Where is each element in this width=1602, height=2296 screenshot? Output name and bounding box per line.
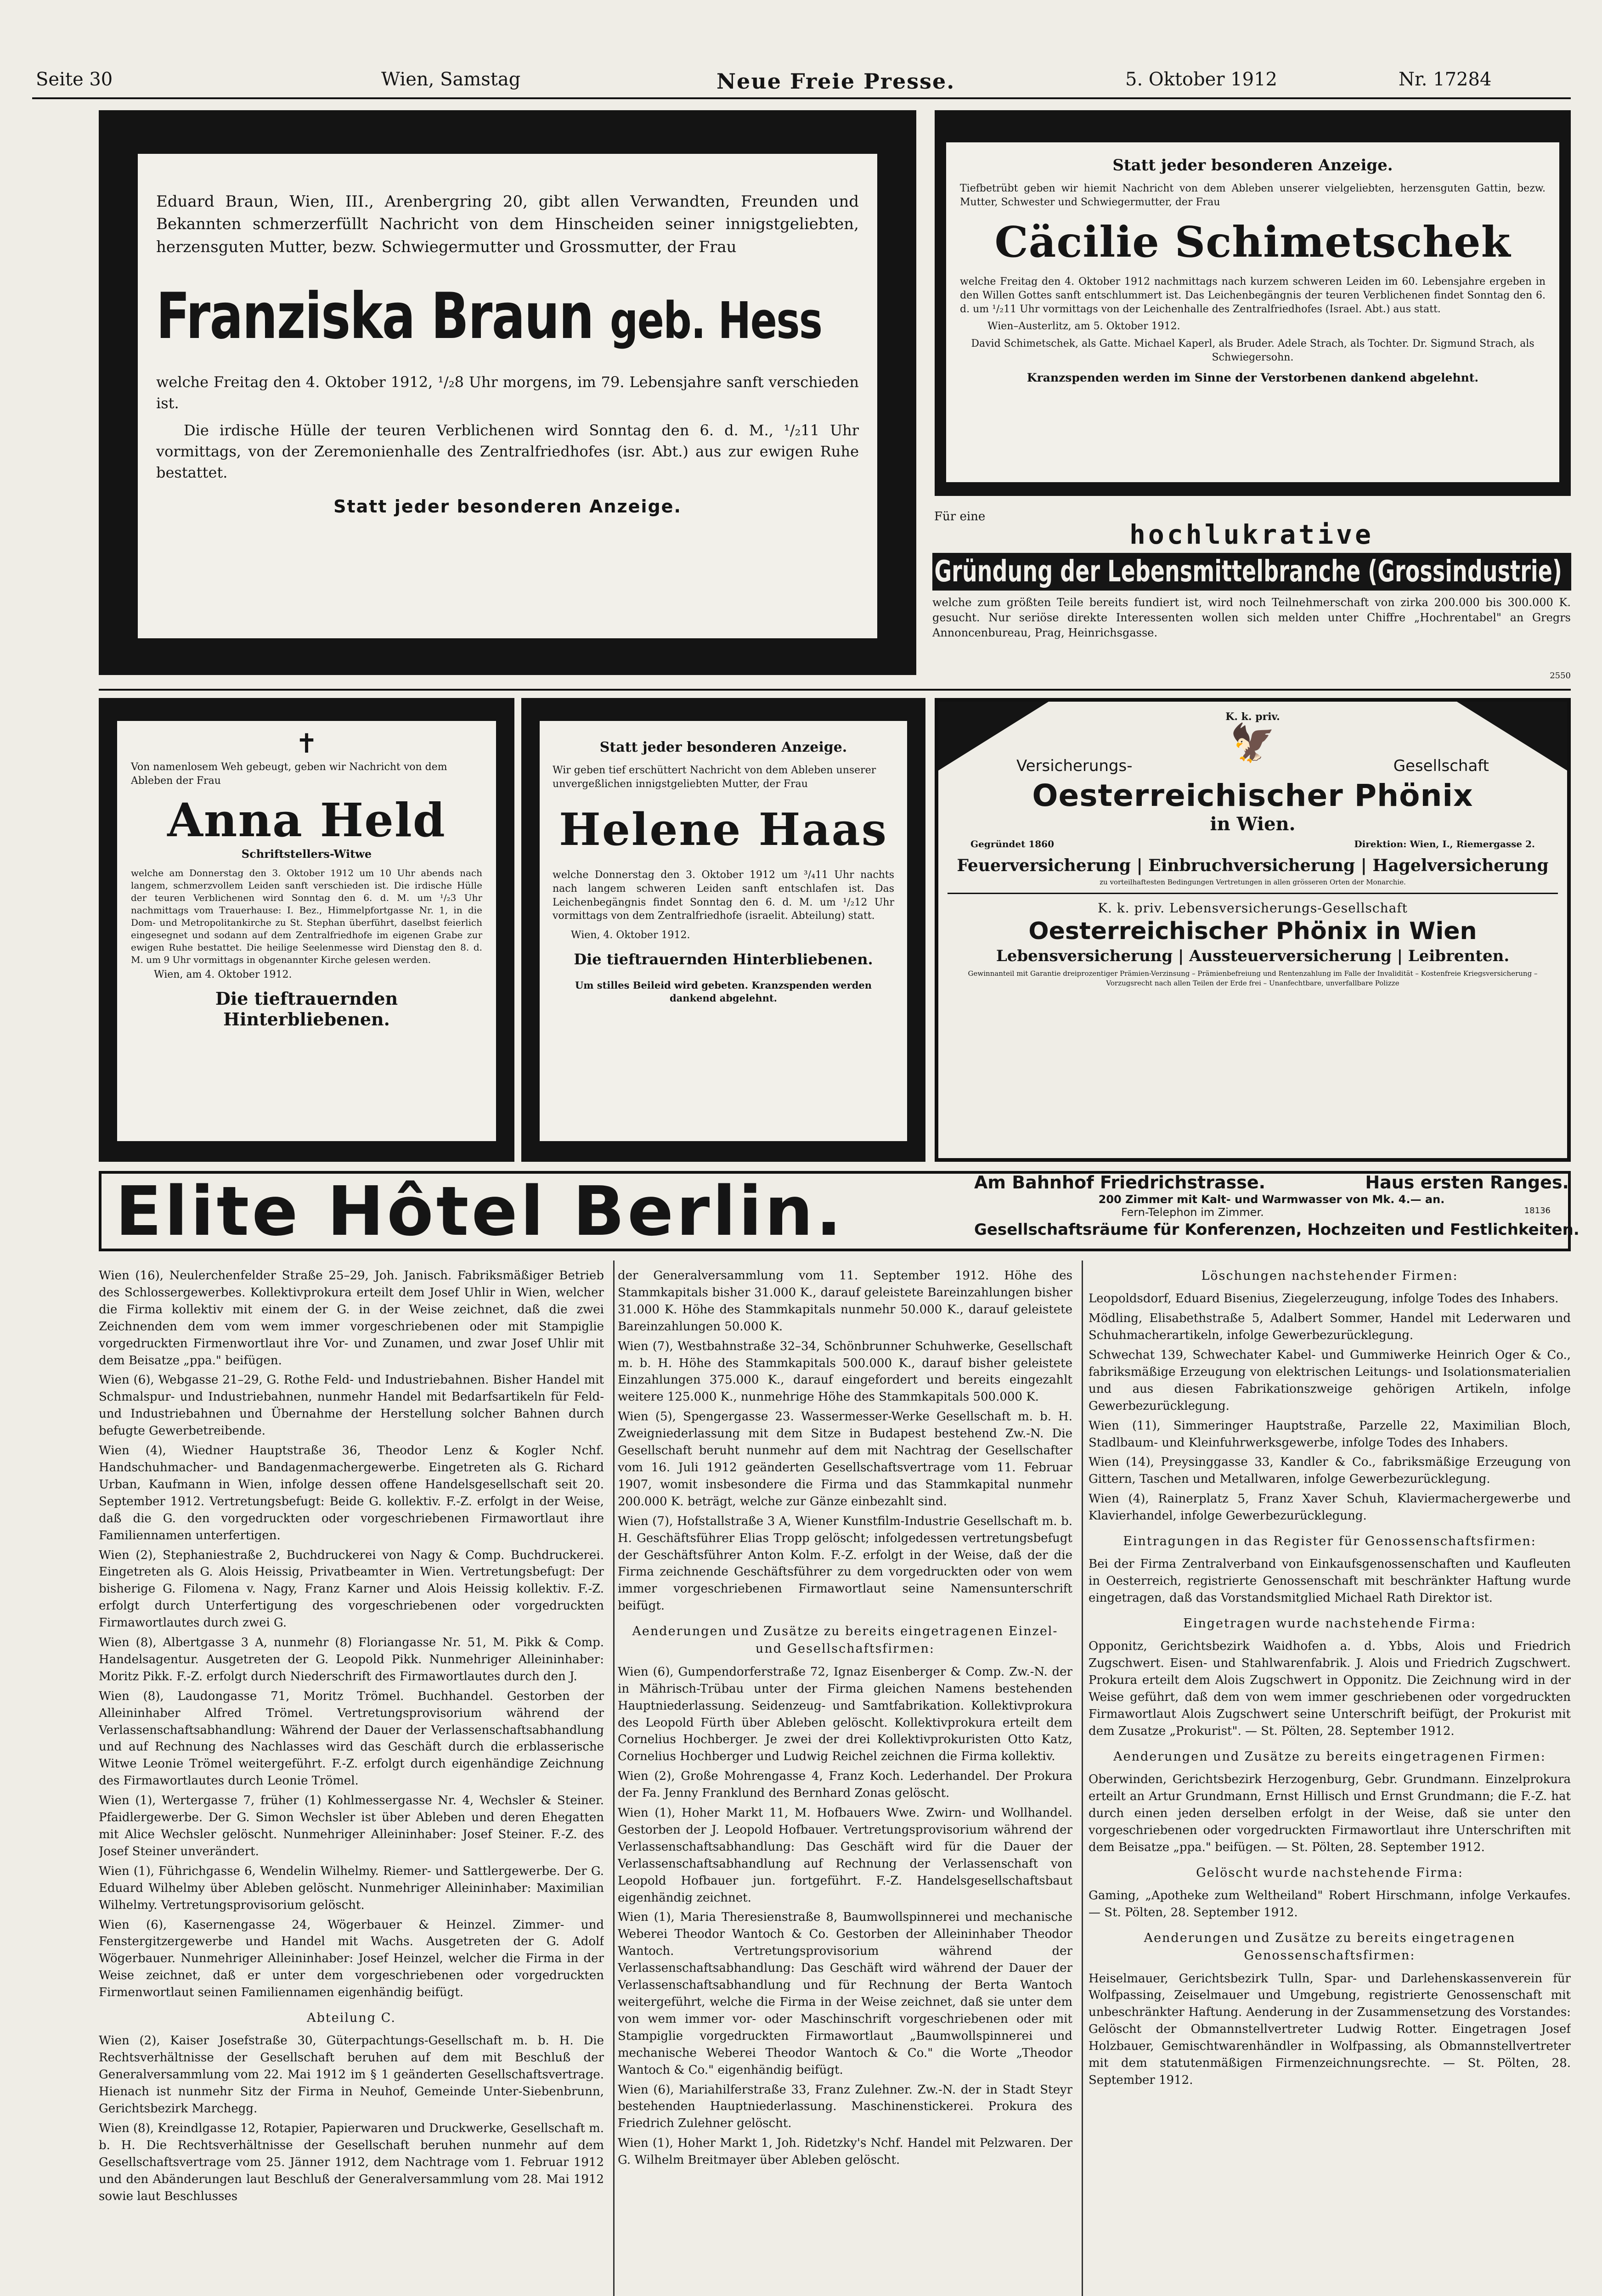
section-heading: Eingetragen wurde nachstehende Firma: [1183, 1616, 1476, 1631]
obituary-held [99, 698, 514, 1162]
section-heading: Abteilung C. [307, 2011, 396, 2026]
register-entry: Wien (1), Wertergasse 7, früher (1) Kohlmessergasse Nr. 4, Wechsler & Steiner. Pfaidlergewerbe. Der G. Simon Wechsler ist über Ableben und deren Ehegatten mit Alice Wechsler gelöscht. Nunmehriger Alleininhaber: Josef Steiner. F.-Z. des Josef Steiner unverändert. [99, 1794, 604, 1858]
register-entry: Schwechat 139, Schwechater Kabel- und Gummiwerke Heinrich Oger & Co., fabriksmäßige Erzeugung von elektrischen Leitungs- und Isolationsmaterialien und aus diesen Fabrikationszweige gehörigen Artikeln, infolge Gewerbezurücklegung. [1089, 1348, 1571, 1413]
phoenix-cond: zu vorteilhaftesten Bedingungen Vertretungen in allen grösseren Orten der Monarchie. [1100, 878, 1406, 886]
register-entry: Wien (4), Rainerplatz 5, Franz Xaver Schuh, Klaviermachergewerbe und Klavierhandel, infolge Gewerbezurücklegung. [1089, 1492, 1571, 1523]
ad-gruendung [932, 510, 1571, 684]
phoenix-kk2: K. k. priv. Lebensversicherungs-Gesellschaft [1098, 900, 1408, 916]
register-entry: der Generalversammlung vom 11. September 1912. Höhe des Stammkapitals bisher 31.000 K., darauf geleistete Bareinzahlungen bisher 31.000 K. Höhe des Stammkapitals nunmehr 50.000 K., darauf geleistete Bareinzahlungen 50.000 K. [618, 1269, 1072, 1334]
braun-name-suffix: geb. Hess [609, 291, 822, 350]
braun-text1: welche Freitag den 4. Oktober 1912, ¹/₂8 Uhr morgens, im 79. Lebensjahre sanft verschieden ist. [156, 373, 859, 412]
corner-ornament [938, 702, 1049, 771]
braun-intro: Eduard Braun, Wien, III., Arenbergring 20, gibt allen Verwandten, Freunden und Bekannten schmerzerfüllt Nachricht von dem Hinscheiden seiner innigstgeliebten, herzensguten Mutter, bezw. Schwiegermutter und Grossmutter, der Frau [156, 192, 859, 256]
section-heading: Eintragungen in das Register für Genossenschaftsfirmen: [1123, 1534, 1536, 1549]
register-column-2 [618, 1267, 1072, 2296]
register-entry: Wien (8), Laudongasse 71, Moritz Trömel. Buchhandel. Gestorben der Alleininhaber Alfred Trömel. Vertretungsprovisorium während der Verlassenschaftsabhandlung: Während der Dauer der Verlassenschaftsabhandlung und auf Rechnung des Nachlasses wird das Geschäft durch die erblasserische Witwe Leonie Trömel weitergeführt. F.-Z. erfolgt durch eigenhändige Zeichnung des Firmawortlautes durch Leonie Trömel. [99, 1689, 604, 1788]
register-entry: Wien (2), Stephaniestraße 2, Buchdruckerei von Nagy & Comp. Buchdruckerei. Eingetreten als G. Alois Heissig, Privatbeamter in Wien. Vertretungsbefugt: Der bisherige G. Filomena v. Nagy, Franz Karner und Alois Heissig kollektiv. F.-Z. erfolgt durch Unterfertigung des vorgeschriebenen oder vorgedruckten Firmawortlautes durch zwei G. [99, 1548, 604, 1630]
header-rule [32, 97, 1571, 99]
braun-footer: Statt jeder besonderen Anzeige. [333, 496, 682, 517]
register-entry: Wien (6), Kasernengasse 24, Wögerbauer & Heinzel. Zimmer- und Fenstergitzergewerbe und Handel mit Wachs. Ausgetreten der G. Adolf Wögerbauer. Nunmehriger Alleininhaber: Josef Heinzel, welcher die Firma in der Weise zeichnet, daß er unter dem vorgeschriebenen oder vorgedruckten Firmenwortlaut seinen Familiennamen eigenhändig beifügt. [99, 1918, 604, 2000]
schimetschek-place: Wien–Austerlitz, am 5. Oktober 1912. [987, 321, 1180, 332]
phoenix-divider [948, 893, 1558, 894]
ad-gruendung-title: hochlukrative [1129, 519, 1374, 550]
elite-line3: Fern-Telephon im Zimmer. [1121, 1205, 1264, 1219]
page-number: Seite 30 [36, 69, 113, 90]
phoenix-name: Oesterreichischer Phönix [1032, 778, 1473, 813]
phoenix-direction: Direktion: Wien, I., Riemergasse 2. [1354, 838, 1535, 850]
held-subtitle: Schriftstellers-Witwe [241, 847, 372, 861]
phoenix-branches2: Lebensversicherung | Aussteuerversicherung | Leibrenten. [996, 947, 1510, 965]
ad-gruendung-text: welche zum größten Teile bereits fundiert ist, wird noch Teilnehmerschaft von zirka 200.000 bis 300.000 K. gesucht. Nur seriöse direkte Interessenten wollen sich melden unter Chiffre „Hochrentabel" an Gregrs Annoncenbureau, Prag, Heinrichsgasse. [932, 596, 1571, 640]
register-entry: Gaming, „Apotheke zum Weltheiland" Robert Hirschmann, infolge Verkaufes. — St. Pölten, 28. September 1912. [1089, 1889, 1571, 1920]
register-column-3 [1089, 1267, 1571, 2296]
register-column-1 [99, 1267, 604, 2296]
eagle-icon: 🦅 [1230, 721, 1276, 764]
phoenix-founded: Gegründet 1860 [970, 838, 1054, 850]
phoenix-line1b: Gesellschaft [1393, 757, 1489, 775]
schimetschek-text: welche Freitag den 4. Oktober 1912 nachmittags nach kurzem schweren Leiden im 60. Lebensjahre ergeben in den Willen Gottes sanft entschlummert ist. Das Leichenbegängnis der teuren Verblichenen findet Sonntag den 6. d. um ¹/₂11 Uhr vormittags von der Leichenhalle des Zentralfriedhofes (Israel. Abt.) aus statt. [960, 276, 1546, 315]
register-entry: Bei der Firma Zentralverband von Einkaufsgenossenschaften und Kaufleuten in Oesterreich, registrierte Genossenschaft mit beschränkter Haftung wurde eingetragen, daß das Vorstandsmitglied Michael Rath Direktor ist. [1089, 1557, 1571, 1605]
register-entry: Wien (7), Hofstallstraße 3 A, Wiener Kunstfilm-Industrie Gesellschaft m. b. H. Geschäftsführer Elias Tropp gelöscht; infolgedessen vertretungsbefugt der Geschäftsführer Anton Kolm. F.-Z. erfolgt in der Weise, daß der die Firma zeichnende Geschäftsführer zu dem vorgedruckten oder von wem immer vorgeschriebenen Firmawortlaut seine Namensunterschrift beifügt. [618, 1514, 1072, 1613]
section-heading: Aenderungen und Zusätze zu bereits eingetragenen Einzel- und Gesellschaftsfirmen: [632, 1624, 1058, 1656]
obituary-haas [521, 698, 925, 1162]
elite-name: Elite Hôtel Berlin. [115, 1172, 845, 1251]
held-text: welche am Donnerstag den 3. Oktober 1912 um 10 Uhr abends nach langem, schmerzvollem Leiden sanft verschieden ist. Die irdische Hülle der teuren Verblichenen wird Sonntag den 6. d. M. um ¹/₂3 Uhr nachmittags vom Trauerhause: I. Bez., Himmelpfortgasse Nr. 1, in die Dom- und Metropolitankirche zu St. Stephan überführt, daselbst feierlich eingesegnet und sodann auf dem Zentralfriedhofe im eigenen Grabe zur ewigen Ruhe bestattet. Die heilige Seelenmesse wird Dienstag den 8. d. M. um 9 Uhr vormittags in obgenannter Kirche gelesen werden. [131, 867, 482, 966]
register-entry: Wien (5), Spengergasse 23. Wassermesser-Werke Gesellschaft m. b. H. Zweigniederlassung mit dem Sitze in Budapest bestehend Zw.-N. Die Gesellschaft beruht nunmehr auf dem mit Nachtrag der Gesellschafter vom 16. Juli 1912 geänderten Gesellschaftsvertrage vom 11. Februar 1907, womit insbesondere die Firma und das Stammkapital nunmehr 200.000 K. beträgt, welche zur Gänze einbezahlt sind. [618, 1410, 1072, 1508]
corner-ornament [1457, 702, 1567, 771]
register-entry: Wien (11), Simmeringer Hauptstraße, Parzelle 22, Maximilian Bloch, Stadlbaum- und Kleinfuhrwerksgewerbe, infolge Todes des Inhabers. [1089, 1418, 1571, 1450]
register-entry: Wien (1), Hoher Markt 1, Joh. Ridetzky's Nchf. Handel mit Pelzwaren. Der G. Wilhelm Breitmayer über Ableben gelöscht. [618, 2136, 1072, 2167]
section-heading: Aenderungen und Zusätze zu bereits eingetragenen Firmen: [1113, 1749, 1546, 1764]
haas-text: welche Donnerstag den 3. Oktober 1912 um ³/₄11 Uhr nachts nach langem schweren Leiden sanft entschlafen ist. Das Leichenbegängnis findet Sonntag den 6. d. M. um ¹/₂12 Uhr vormittags von dem Zentralfriedhofe (israelit. Abteilung) statt. [553, 869, 894, 922]
register-entry: Wien (1), Führichgasse 6, Wendelin Wilhelmy. Riemer- und Sattlergewerbe. Der G. Eduard Wilhelmy über Ableben gelöscht. Nunmehriger Alleininhaber: Maximilian Wilhelmy. Vertretungsprovisorium gelöscht. [99, 1864, 604, 1912]
column-separator [613, 1261, 615, 2296]
ad-gruendung-big: Gründung der Lebensmittelbranche (Grossindustrie) [932, 553, 1571, 591]
phoenix-kk: K. k. priv. [1225, 711, 1280, 723]
obituary-braun [99, 110, 916, 675]
phoenix-small: Gewinnanteil mit Garantie dreiprozentiger Prämien-Verzinsung – Prämienbefreiung und Rentenzahlung im Falle der Invalidität – Kostenfreie Kriegsversicherung – Vorzugsrecht nach allen Teilen der Erde frei – Unanfechtbare, unverfallbare Polizze [968, 969, 1538, 987]
register-entry: Wien (7), Westbahnstraße 32–34, Schönbrunner Schuhwerke, Gesellschaft m. b. H. Höhe des Stammkapitals 500.000 K., darauf bisher geleistete Einzahlungen 375.000 K., darauf eingefordert und bereits eingezahlt weitere 125.000 K., nunmehrige Höhe des Stammkapitals 500.000 K. [618, 1339, 1072, 1404]
schimetschek-name: Cäcilie Schimetschek [994, 217, 1511, 267]
phoenix-city: in Wien. [1210, 813, 1296, 835]
braun-name: Franziska Braun [156, 279, 593, 353]
braun-text2: Die irdische Hülle der teuren Verblichenen wird Sonntag den 6. d. M., ¹/₂11 Uhr vormittags, von der Zeremonienhalle des Zentralfriedhofes (isr. Abt.) aus zur ewigen Ruhe bestattet. [156, 421, 859, 482]
register-entry: Wien (1), Maria Theresienstraße 8, Baumwollspinnerei und mechanische Weberei Theodor Wantoch & Co. Gestorben der Alleininhaber Theodor Wantoch. Vertretungsprovisorium während der Verlassenschaftsabhandlung: Das Geschäft wird während der Dauer der Verlassenschaftsabhandlung und für Rechnung der Berta Wantoch weitergeführt, welche die Firma in der Weise zeichnet, daß sie unter dem von wem immer vor- oder Maschinschrift vorgeschriebenen oder mit Stampiglie vorgedruckten Firmawortlaut „Baumwollspinnerei und mechanische Weberei Theodor Wantoch & Co." die Worte „Theodor Wantoch & Co." eigenhändig beifügt. [618, 1910, 1072, 2077]
held-place: Wien, am 4. Oktober 1912. [154, 969, 292, 981]
register-entry: Wien (16), Neulerchenfelder Straße 25–29, Joh. Janisch. Fabriksmäßiger Betrieb des Schlossergewerbes. Kollektivprokura erteilt dem Josef Uhlir in Wien, welcher die Firma kollektiv mit einem der G. in der Weise zeichnet, daß die zwei Zeichnenden dem vom wem immer vorgeschriebenen oder mit Stampiglie vorgedruckten Firmenwortlaut ihre Vor- und Zunamen, und zwar Josef Uhlir mit dem Beisatze „ppa." beifügen. [99, 1269, 604, 1367]
haas-name: Helene Haas [559, 804, 888, 856]
section-rule [99, 689, 1571, 691]
newspaper-title: Neue Freie Presse. [716, 69, 955, 94]
register-entry: Mödling, Elisabethstraße 5, Adalbert Sommer, Handel mit Lederwaren und Schuhmacherartikeln, infolge Gewerbezurücklegung. [1089, 1311, 1571, 1343]
place-date: Wien, Samstag [381, 69, 521, 90]
register-entry: Wien (8), Kreindlgasse 12, Rotapier, Papierwaren und Druckwerke, Gesellschaft m. b. H. Die Rechtsverhältnisse der Gesellschaft beruhen nunmehr auf dem Gesellschaftsvertrage vom 25. Jänner 1912, dem Nachtrage vom 1. Februar 1912 und den Abänderungen laut Beschluß der Generalversammlung vom 28. Mai 1912 sowie laut Beschlusses [99, 2121, 604, 2203]
register-entry: Wien (6), Gumpendorferstraße 72, Ignaz Eisenberger & Comp. Zw.-N. der in Mährisch-Trübau unter der Firma gleichen Namens bestehenden Hauptniederlassung. Seidenzeug- und Samtfabrikation. Kollektivprokura des Leopold Fürth über Ableben gelöscht. Kollektivprokura erteilt dem Cornelius Hochberger. Je zwei der drei Kollektivprokuristen Otto Katz, Cornelius Hochberger und Ludwig Reichel zeichnen die Firma kollektiv. [618, 1665, 1072, 1764]
elite-line1a: Am Bahnhof Friedrichstrasse. [974, 1172, 1266, 1193]
held-footer: Die tieftrauernden Hinterbliebenen. [215, 988, 398, 1030]
register-entry: Wien (14), Preysinggasse 33, Kandler & Co., fabriksmäßige Erzeugung von Gittern, Taschen und Metallwaren, infolge Gewerbezurücklegung. [1089, 1455, 1571, 1486]
register-entry: Wien (2), Große Mohrengasse 4, Franz Koch. Lederhandel. Der Prokura der Fa. Jenny Franklund des Bernhard Zonas gelöscht. [618, 1769, 1072, 1801]
ad-elite-hotel [99, 1171, 1579, 1251]
haas-footer: Die tieftrauernden Hinterbliebenen. [574, 950, 873, 968]
phoenix-branches: Feuerversicherung | Einbruchversicherung | Hagelversicherung [957, 856, 1549, 875]
register-entry: Wien (6), Webgasse 21–29, G. Rothe Feld- und Industriebahnen. Bisher Handel mit Schmalspur- und Industriebahnen, nunmehr Handel mit Bedarfsartikeln für Feld- und Industriebahnen und Übernahme der Herstellung solcher Bahnen durch befugte Gewerbetreibende. [99, 1373, 604, 1438]
section-heading: Aenderungen und Zusätze zu bereits eingetragenen Genossenschaftsfirmen: [1144, 1930, 1516, 1963]
haas-note: Um stilles Beileid wird gebeten. Kranzspenden werden dankend abgelehnt. [575, 979, 872, 1004]
register-entry: Heiselmauer, Gerichtsbezirk Tulln, Spar- und Darlehenskassenverein für Wolfpassing, Zeiselmauer und Umgebung, registrierte Genossenschaft mit unbeschränkter Haftung. Aenderung in der Zusammensetzung des Vorstandes: Gelöscht der Obmannstellvertreter Ludwig Rotter. Eingetragen Josef Holzbauer, Gemischtwarenhändler in Wolfpassing, als Obmannstellvertreter mit dem statutenmäßigen Firmenzeichnungsrechte. — St. Pölten, 28. September 1912. [1089, 1971, 1571, 2088]
held-intro: Von namenlosem Weh gebeugt, geben wir Nachricht von dem Ableben der Frau [131, 761, 447, 787]
ad-gruendung-pre: Für eine [934, 510, 986, 523]
elite-line2: 200 Zimmer mit Kalt- und Warmwasser von Mk. 4.— an. [1098, 1193, 1445, 1206]
phoenix-name2: Oesterreichischer Phönix in Wien [1028, 917, 1477, 945]
register-entry: Wien (6), Mariahilferstraße 33, Franz Zulehner. Zw.-N. der in Stadt Steyr bestehenden Hauptniederlassung. Maschinenstickerei. Prokura des Friedrich Zulehner gelöscht. [618, 2082, 1072, 2131]
register-entry: Wien (2), Kaiser Josefstraße 30, Güterpachtungs-Gesellschaft m. b. H. Die Rechtsverhältnisse der Gesellschaft beruhen auf dem mit Beschluß der Generalversammlung vom 22. Mai 1912 im § 1 geänderten Gesellschaftsvertrage. Hienach ist nunmehr Sitz der Firma in Neuhof, Gemeinde Unter-Siebenbrunn, Gerichtsbezirk Marchegg. [99, 2034, 604, 2116]
elite-code: 18136 [1524, 1205, 1551, 1216]
issue-date: 5. Oktober 1912 [1125, 69, 1277, 90]
held-cross: ✝ [295, 728, 318, 759]
elite-line1b: Haus ersten Ranges. [1365, 1172, 1569, 1193]
register-entry: Oberwinden, Gerichtsbezirk Herzogenburg, Gebr. Grundmann. Einzelprokura erteilt an Artur Grundmann, Ernst Hillisch und Ernst Grundmann; die F.-Z. hat durch einen jeden derselben erfolgt in der Weise, daß sie unter den vorgeschriebenen oder vorgedruckten Firmawortlaut ihre Unterschriften mit dem Beisatze „ppa." beifügen. — St. Pölten, 28. September 1912. [1089, 1773, 1571, 1854]
haas-heading: Statt jeder besonderen Anzeige. [599, 739, 847, 755]
schimetschek-heading: Statt jeder besonderen Anzeige. [1112, 156, 1393, 174]
schimetschek-footer: Kranzspenden werden im Sinne der Verstorbenen dankend abgelehnt. [1027, 371, 1479, 384]
phoenix-line1a: Versicherungs- [1016, 757, 1133, 775]
obituary-schimetschek [935, 110, 1571, 496]
section-heading: Gelöscht wurde nachstehende Firma: [1196, 1865, 1463, 1880]
held-name: Anna Held [167, 793, 446, 848]
haas-intro: Wir geben tief erschüttert Nachricht von dem Ableben unserer unvergeßlichen innigstgeliebten Mutter, der Frau [553, 765, 876, 790]
register-entry: Opponitz, Gerichtsbezirk Waidhofen a. d. Ybbs, Alois und Friedrich Zugschwert. Eisen- und Stahlwarenfabrik. J. Alois und Friedrich Zugschwert. Prokura erteilt dem Alois Zugschwert in Opponitz. Die Zeichnung wird in der Weise geführt, daß dem von wem immer geschriebenen oder vorgedruckten Firmawortlaut Alois Zugschwert seine Unterschrift beifügt, der Prokurist mit dem Zusatze „Prokurist". — St. Pölten, 28. September 1912. [1089, 1639, 1571, 1739]
elite-line4: Gesellschaftsräume für Konferenzen, Hochzeiten und Festlichkeiten. [974, 1220, 1579, 1239]
issue-number: Nr. 17284 [1399, 69, 1492, 90]
register-entry: Leopoldsdorf, Eduard Bisenius, Ziegelerzeugung, infolge Todes des Inhabers. [1089, 1292, 1559, 1306]
schimetschek-intro: Tiefbetrübt geben wir hiemit Nachricht von dem Ableben unserer vielgeliebten, herzensguten Gattin, bezw. Mutter, Schwester und Schwiegermutter, der Frau [960, 183, 1546, 208]
column-separator [1082, 1261, 1083, 2296]
register-entry: Wien (1), Hoher Markt 11, M. Hofbauers Wwe. Zwirn- und Wollhandel. Gestorben der J. Leopold Hofbauer. Vertretungsprovisorium während der Verlassenschaftsabhandlung: Das Geschäft wird für die Dauer der Verlassenschaftsabhandlung auf Rechnung der Verlassenschaft von Leopold Hofbauer jun. fortgeführt. F.-Z. Handelsgesellschaftsbaut eigenhändig zeichnet. [618, 1806, 1072, 1905]
haas-place: Wien, 4. Oktober 1912. [571, 929, 690, 941]
schimetschek-signers: David Schimetschek, als Gatte. Michael Kaperl, als Bruder. Adele Strach, als Tochter. Dr. Sigmund Strach, als Schwiegersohn. [971, 338, 1534, 363]
ad-gruendung-code: 2550 [1550, 671, 1571, 681]
register-entry: Wien (8), Albertgasse 3 A, nunmehr (8) Floriangasse Nr. 51, M. Pikk & Comp. Handelsagentur. Ausgetreten der G. Leopold Pikk. Nunmehriger Alleininhaber: Moritz Pikk. F.-Z. erfolgt durch Niederschrift des Firmawortlautes durch den J. [99, 1636, 604, 1683]
ad-phoenix [935, 698, 1571, 1162]
register-entry: Wien (4), Wiedner Hauptstraße 36, Theodor Lenz & Kogler Nchf. Handschuhmacher- und Bandagenmachergewerbe. Eingetreten als G. Richard Urban, Kaufmann in Wien, infolge dessen offene Handelsgesellschaft seit 20. September 1912. Vertretungsbefugt: Beide G. kollektiv. F.-Z. erfolgt in der Weise, daß die G. den vorgedruckten oder vorgeschriebenen Firmawortlaut ihre Familiennamen unterfertigen. [99, 1444, 604, 1542]
section-heading: Löschungen nachstehender Firmen: [1201, 1269, 1458, 1283]
